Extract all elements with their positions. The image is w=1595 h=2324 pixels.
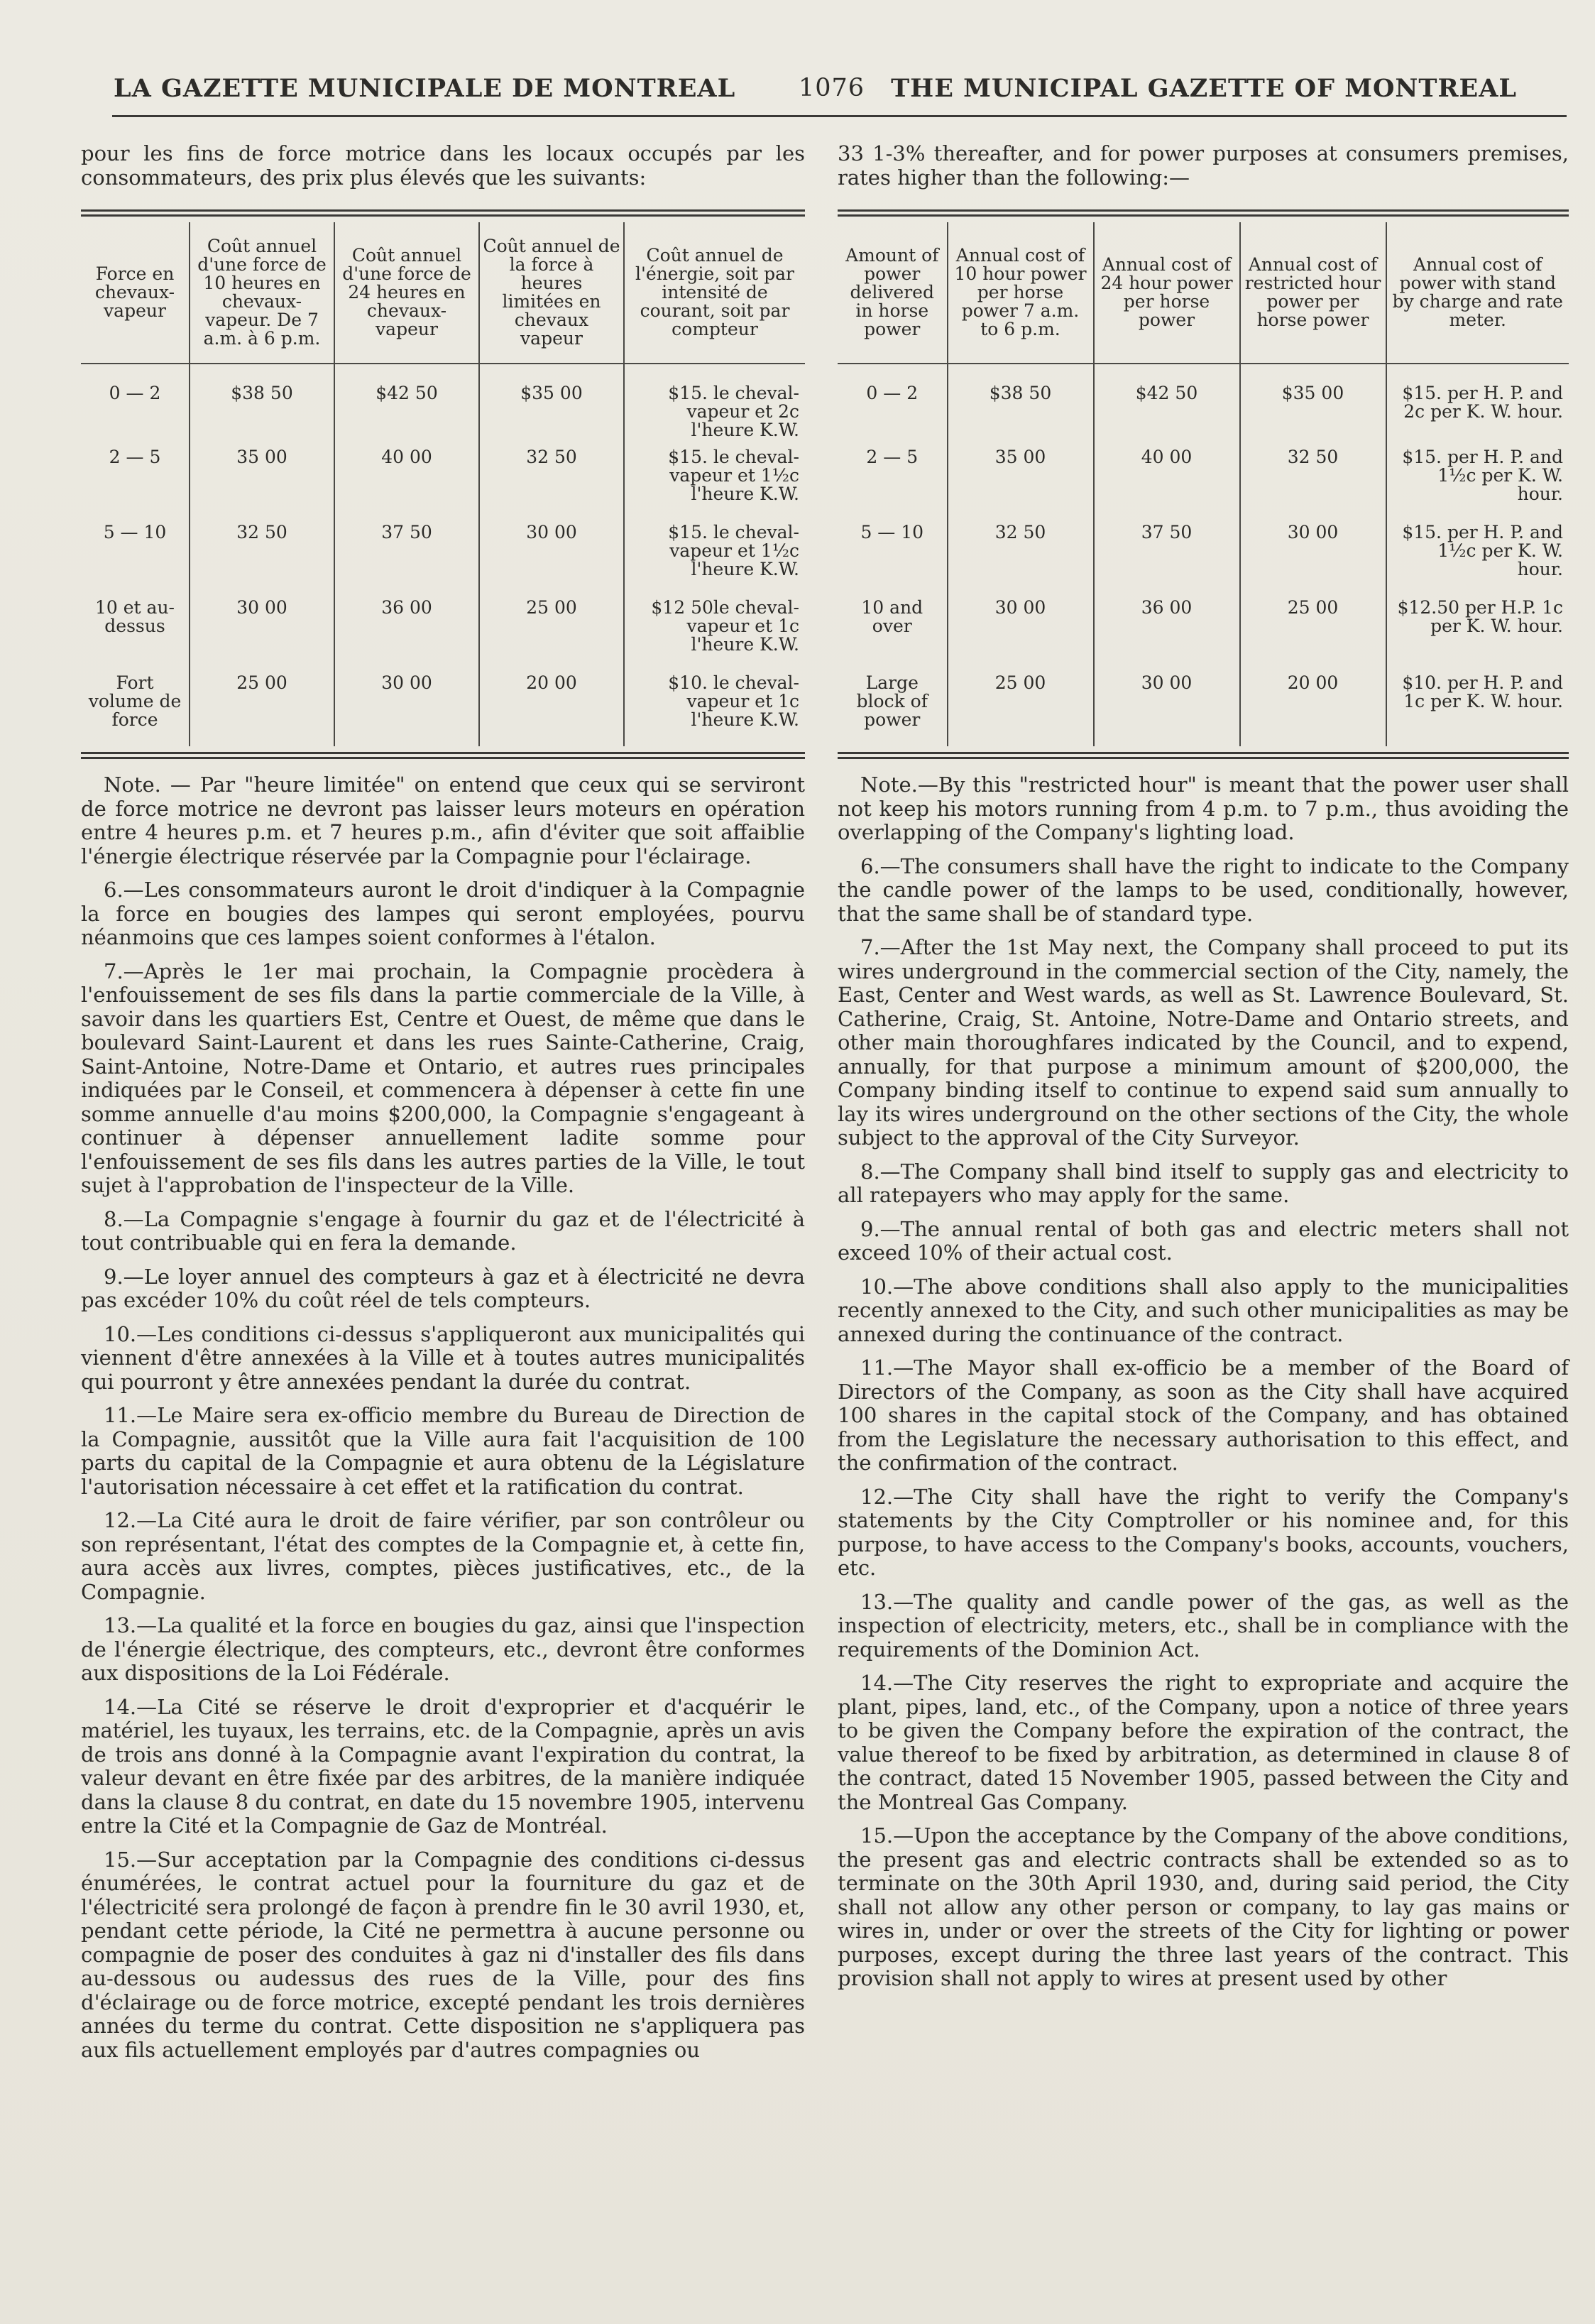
table-cell: $12 50le cheval-vapeur et 1c l'heure K.W. [624, 596, 805, 671]
table-cell: 30 00 [1240, 520, 1386, 596]
table-header-cell: Amount of power delivered in horse power [845, 245, 939, 339]
table-rule [838, 209, 1569, 217]
english-clause-15: 15.—Upon the acceptance by the Company of the above conditions, the present gas and electric contracts shall be extended so as to terminate on the 30th April 1930, and, during said period, the City shall not allow any other person or company, to lay gas mains or wires in, under or over the streets of the City for lighting or power purposes, except during the three last years of the contract. This provision shall not apply to wires at present used by other [838, 1823, 1569, 1990]
english-clause-7: 7.—After the 1st May next, the Company shall proceed to put its wires underground in the commercial section of the City, namely, the East, Center and West wards, as well as St. Lawrence Boulevard, St. Catherine, Craig, St. Antoine, Notre-Dame and Ontario streets, and other main thoroughfares indicated by the Council, and to expend, annually, for that purpose a minimum amount of $200,000, the Company binding itself to continue to expend said sum annually to lay its wires underground on the other sections of the City, the whole subject to the approval of the City Surveyor. [838, 935, 1569, 1150]
table-cell: $12.50 per H.P. 1c per K. W. hour. [1386, 596, 1569, 671]
table-cell: Large block of power [856, 672, 928, 730]
header-rule [112, 115, 1567, 117]
table-cell: $10. le cheval-vapeur et 1c l'heure K.W. [624, 671, 805, 746]
table-row [838, 596, 1569, 671]
table-row [81, 596, 805, 671]
table-cell: 36 00 [1094, 596, 1240, 671]
table-row [838, 671, 1569, 746]
table-cell: 25 00 [1240, 596, 1386, 671]
table-cell: 25 00 [479, 596, 624, 671]
table-cell: $15. le cheval-vapeur et 1½c l'heure K.W. [624, 520, 805, 596]
header-title-french: LA GAZETTE MUNICIPALE DE MONTREAL [114, 74, 736, 103]
table-row [838, 520, 1569, 596]
table-cell: $10. per H. P. and 1c per K. W. hour. [1386, 671, 1569, 746]
french-column [81, 142, 805, 2072]
english-clause-6: 6.—The consumers shall have the right to indicate to the Company the candle power of the lamps to be used, conditionally, however, that the same shall be of standard type. [838, 853, 1569, 926]
table-cell: $15. per H. P. and 1½c per K. W. hour. [1386, 445, 1569, 520]
table-header-cell: Coût annuel d'une force de 10 heures en chevaux-vapeur. De 7 a.m. à 6 p.m. [190, 222, 334, 364]
table-header-cell: Coût annuel de la force à heures limitées en chevaux vapeur [479, 222, 624, 364]
table-header-cell: Coût annuel de l'énergie, soit par intensité de courant, soit par compteur [624, 222, 805, 364]
table-cell: $15. per H. P. and 2c per K. W. hour. [1386, 364, 1569, 445]
french-intro: pour les fins de force motrice dans les locaux occupés par les consommateurs, des prix plus élevés que les suivants: [81, 141, 805, 190]
french-clause-14: 14.—La Cité se réserve le droit d'exproprier et d'acquérir le matériel, les tuyaux, les terrains, etc. de la Compagnie, après un avis de trois ans donné à la Compagnie avant l'expiration du contrat, la valeur devant en être fixée par des arbitres, de la manière indiquée dans la clause 8 du contrat, en date du 15 novembre 1905, intervenu entre la Cité et la Compagnie de Gaz de Montréal. [81, 1694, 805, 1838]
table-cell: $15. le cheval-vapeur et 1½c l'heure K.W. [624, 445, 805, 520]
table-cell: Fort volume de force [88, 672, 182, 730]
french-clause-9: 9.—Le loyer annuel des compteurs à gaz et à électricité ne devra pas excéder 10% du coût réel de tels compteurs. [81, 1264, 805, 1312]
french-clause-10: 10.—Les conditions ci-dessus s'appliqueront aux municipalités qui viennent d'être annexées à la Ville et à toutes autres municipalités qui pourront y être annexées pendant la durée du contrat. [81, 1321, 805, 1394]
table-cell: 37 50 [334, 520, 479, 596]
table-rule [838, 752, 1569, 759]
table-cell: $35 00 [479, 364, 624, 445]
table-header-cell: Annual cost of power with stand by charge and rate meter. [1386, 222, 1569, 364]
french-clause-13: 13.—La qualité et la force en bougies du gaz, ainsi que l'inspection de l'énergie électrique, des compteurs, etc., devront être conformes aux dispositions de la Loi Fédérale. [81, 1613, 805, 1685]
table-cell: 32 50 [1240, 445, 1386, 520]
table-rule [81, 209, 805, 217]
english-rates-table [838, 222, 1569, 746]
table-row [838, 445, 1569, 520]
french-rates-table [81, 222, 805, 746]
table-cell: 0 — 2 [866, 383, 919, 403]
table-cell: 36 00 [334, 596, 479, 671]
english-clause-11: 11.—The Mayor shall ex-officio be a member of the Board of Directors of the Company, as soon as the City shall have acquired 100 shares in the capital stock of the Company, and has obtained from the Legislature the necessary authorisation to this effect, and the confirmation of the contract. [838, 1355, 1569, 1475]
table-cell: $38 50 [190, 364, 334, 445]
table-header-cell: Annual cost of 10 hour power per horse power 7 a.m. to 6 p.m. [948, 222, 1094, 364]
table-row [81, 364, 805, 445]
table-cell: 32 50 [190, 520, 334, 596]
table-cell: 25 00 [190, 671, 334, 746]
table-cell: 5 — 10 [103, 522, 167, 542]
french-clause-6: 6.—Les consommateurs auront le droit d'indiquer à la Compagnie la force en bougies des lampes qui seront employées, pourvu néanmoins que ces lampes soient conformes à l'étalon. [81, 878, 805, 949]
english-clause-10: 10.—The above conditions shall also apply to the municipalities recently annexed to the City, and such other municipalities as may be annexed during the continuance of the contract. [838, 1274, 1569, 1346]
table-cell: $38 50 [948, 364, 1094, 445]
table-header-cell: Annual cost of restricted hour power per horse power [1240, 222, 1386, 364]
table-cell: 35 00 [190, 445, 334, 520]
table-cell: 25 00 [948, 671, 1094, 746]
english-column [838, 142, 1569, 2001]
table-header-row [838, 222, 1569, 364]
table-cell: 37 50 [1094, 520, 1240, 596]
running-head [106, 68, 1538, 111]
english-clause-13: 13.—The quality and candle power of the gas, as well as the inspection of electricity, meters, etc., shall be in compliance with the requirements of the Dominion Act. [838, 1589, 1569, 1662]
table-cell: 20 00 [1240, 671, 1386, 746]
table-row [81, 445, 805, 520]
table-cell: 32 50 [479, 445, 624, 520]
table-cell: 30 00 [948, 596, 1094, 671]
table-cell: 0 — 2 [109, 383, 161, 403]
table-header-cell: Annual cost of 24 hour power per horse power [1094, 222, 1240, 364]
english-clause-8: 8.—The Company shall bind itself to supply gas and electricity to all ratepayers who may apply for the same. [838, 1159, 1569, 1207]
table-cell: $15. per H. P. and 1½c per K. W. hour. [1386, 520, 1569, 596]
table-cell: $35 00 [1240, 364, 1386, 445]
english-clause-9: 9.—The annual rental of both gas and electric meters shall not exceed 10% of their actual cost. [838, 1216, 1569, 1265]
table-header-cell: Coût annuel d'une force de 24 heures en chevaux-vapeur [334, 222, 479, 364]
english-intro: 33 1-3% thereafter, and for power purposes at consumers premises, rates higher than the following:— [838, 141, 1569, 190]
french-clause-11: 11.—Le Maire sera ex-officio membre du Bureau de Direction de la Compagnie, aussitôt que la Ville aura fait l'acquisition de 100 parts du capital de la Compagnie et aura obtenu de la Législature l'autorisation nécessaire à cet effet et la ratification du contrat. [81, 1403, 805, 1499]
table-header-row [81, 222, 805, 364]
french-clause-8: 8.—La Compagnie s'engage à fournir du gaz et de l'électricité à tout contribuable qui en fera la demande. [81, 1206, 805, 1255]
table-cell: 40 00 [1094, 445, 1240, 520]
table-cell: $42 50 [334, 364, 479, 445]
table-cell: $15. le cheval-vapeur et 2c l'heure K.W. [624, 364, 805, 445]
french-clause-15: 15.—Sur acceptation par la Compagnie des conditions ci-dessus énumérées, le contrat actuel pour la fourniture du gaz et de l'électricité sera prolongé de façon à prendre fin le 30 avril 1930, et, pendant cette période, la Cité ne permettra à aucune personne ou compagnie de poser des conduites à gaz ni d'installer des fils dans au-dessous ou audessus des rues de la Ville, pour des fins d'éclairage ou de force motrice, excepté pendant les trois dernières années du terme du contrat. Cette disposition ne s'appliquera pas aux fils actuellement employés par d'autres compagnies ou [81, 1847, 805, 2062]
table-cell: 30 00 [334, 671, 479, 746]
table-rule [81, 752, 805, 759]
table-cell: 30 00 [190, 596, 334, 671]
english-clause-14: 14.—The City reserves the right to expropriate and acquire the plant, pipes, land, etc., of the Company, upon a notice of three years to be given the Company before the expiration of the contract, the value thereof to be fixed by arbitration, as determined in clause 8 of the contract, dated 15 November 1905, passed between the City and the Montreal Gas Company. [838, 1671, 1569, 1814]
table-header-cell: Force en chevaux-vapeur [94, 263, 175, 321]
table-cell: 40 00 [334, 445, 479, 520]
table-cell: 35 00 [948, 445, 1094, 520]
table-cell: 2 — 5 [866, 447, 919, 467]
table-row [838, 364, 1569, 445]
table-cell: 32 50 [948, 520, 1094, 596]
table-cell: 30 00 [1094, 671, 1240, 746]
table-row [81, 520, 805, 596]
table-cell: 2 — 5 [109, 447, 161, 467]
french-note: Note. — Par "heure limitée" on entend que ceux qui se serviront de force motrice ne devront pas laisser leurs moteurs en opération entre 4 heures p.m. et 7 heures p.m., afin d'éviter que soit affaiblie l'énergie électrique réservée par la Compagnie pour l'éclairage. [81, 773, 805, 868]
french-clause-12: 12.—La Cité aura le droit de faire vérifier, par son contrôleur ou son représentant, l'état des comptes de la Compagnie et, à cette fin, aura accès aux livres, comptes, pièces justificatives, etc., de la Compagnie. [81, 1508, 805, 1604]
english-note: Note.—By this "restricted hour" is meant that the power user shall not keep his motors running from 4 p.m. to 7 p.m., thus avoiding the overlapping of the Company's lighting load. [838, 773, 1569, 844]
english-clause-12: 12.—The City shall have the right to verify the Company's statements by the City Comptroller or his nominee and, for this purpose, to have access to the Company's books, accounts, vouchers, etc. [838, 1484, 1569, 1580]
french-clause-7: 7.—Après le 1er mai prochain, la Compagnie procèdera à l'enfouissement de ses fils dans la partie commerciale de la Ville, à savoir dans les quartiers Est, Centre et Ouest, de même que dans le boulevard Saint-Laurent et dans les rues Sainte-Catherine, Craig, Saint-Antoine, Notre-Dame et Ontario, et autres rues principales indiquées par le Conseil, et commencera à dépenser à cette fin une somme annuelle d'au moins $200,000, la Compagnie s'engageant à continuer à dépenser annuellement ladite somme pour l'enfouissement de ses fils dans les autres parties de la Ville, le tout sujet à l'approbation de l'inspecteur de la Ville. [81, 959, 805, 1197]
table-cell: 30 00 [479, 520, 624, 596]
table-cell: 5 — 10 [860, 522, 924, 542]
table-cell: 20 00 [479, 671, 624, 746]
header-title-english: THE MUNICIPAL GAZETTE OF MONTREAL [891, 74, 1517, 103]
page-number: 1076 [799, 74, 865, 102]
table-cell: $42 50 [1094, 364, 1240, 445]
table-cell: 10 and over [861, 597, 923, 636]
table-row [81, 671, 805, 746]
table-cell: 10 et au-dessus [95, 597, 175, 636]
